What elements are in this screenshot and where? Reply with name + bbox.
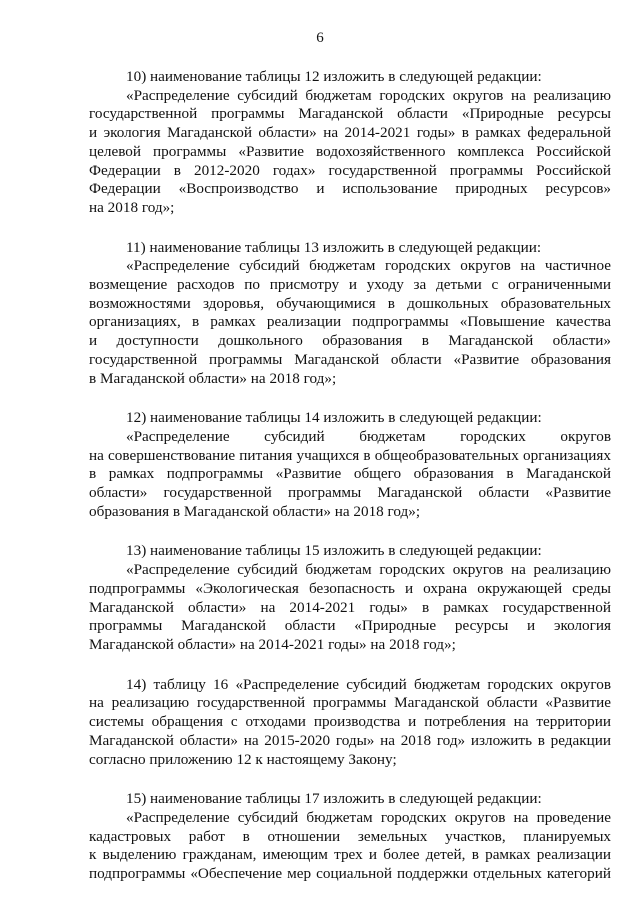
item-heading: 15) наименование таблицы 17 изложить в следующей редакции: bbox=[126, 790, 542, 808]
item-heading: 11) наименование таблицы 13 изложить в следующей редакции: bbox=[126, 238, 542, 256]
text-line: на совершенствование питания учащихся в общеобразовательных организациях bbox=[89, 446, 611, 464]
amendment-item-13 bbox=[89, 542, 611, 654]
text-line: и доступности дошкольного образования в Магаданской области» bbox=[89, 332, 611, 350]
item-heading: 12) наименование таблицы 14 изложить в следующей редакции: bbox=[126, 409, 542, 427]
text-line: возмещение расходов по присмотру и уходу за детьми с ограниченными bbox=[89, 276, 611, 294]
text-line: подпрограммы «Экологическая безопасность и охрана окружающей среды bbox=[89, 579, 611, 597]
text-line: к выделению гражданам, имеющим трех и более детей, в рамках реализации bbox=[89, 846, 611, 864]
text-line: государственной программы Магаданской области «Природные ресурсы bbox=[89, 105, 611, 123]
text-line: программы Магаданской области «Природные ресурсы и экология bbox=[89, 617, 611, 635]
document-body bbox=[89, 68, 611, 905]
text-line: на 2018 год»; bbox=[89, 198, 175, 216]
text-line: «Распределение субсидий бюджетам городских округов на реализацию bbox=[126, 561, 611, 579]
text-line: и экология Магаданской области» на 2014-2021 годы» в рамках федеральной bbox=[89, 124, 611, 142]
item-heading: 10) наименование таблицы 12 изложить в следующей редакции: bbox=[126, 68, 542, 85]
amendment-item-12 bbox=[89, 409, 611, 521]
text-line: подпрограммы «Обеспечение мер социальной поддержки отдельных категорий bbox=[89, 865, 611, 883]
text-line: в Магаданской области» на 2018 год»; bbox=[89, 369, 337, 387]
amendment-item-14 bbox=[89, 676, 611, 770]
text-line: Федерации в 2012-2020 годах» государственной программы Российской bbox=[89, 161, 611, 179]
amendment-item-10 bbox=[89, 68, 611, 218]
text-line: Магаданской области» на 2014-2021 годы» в рамках государственной bbox=[89, 598, 611, 616]
text-line: возможностями здоровья, обучающимися в дошкольных образовательных bbox=[89, 294, 611, 312]
text-line: «Распределение субсидий бюджетам городских округов на проведение bbox=[126, 808, 611, 826]
text-line: Магаданской области» на 2015-2020 годы» на 2018 год» изложить в редакции bbox=[89, 731, 611, 749]
text-line: кадастровых работ в отношении земельных участков, планируемых bbox=[89, 827, 611, 845]
amendment-item-15 bbox=[89, 790, 611, 884]
item-heading: 13) наименование таблицы 15 изложить в следующей редакции: bbox=[126, 542, 542, 560]
text-line: целевой программы «Развитие водохозяйственного комплекса Российской bbox=[89, 142, 611, 160]
text-line: «Распределение субсидий бюджетам городских округов bbox=[126, 427, 611, 445]
text-line: системы обращения с отходами производства и потребления на территории bbox=[89, 713, 611, 731]
amendment-item-11 bbox=[89, 239, 611, 389]
text-line: на реализацию государственной программы Магаданской области «Развитие bbox=[89, 694, 611, 712]
text-line: Федерации «Воспроизводство и использование природных ресурсов» bbox=[89, 180, 611, 198]
item-heading: 14) таблицу 16 «Распределение субсидий бюджетам городских округов bbox=[126, 675, 611, 693]
text-line: государственной программы Магаданской области «Развитие образования bbox=[89, 350, 611, 368]
text-line: организациях, в рамках реализации подпрограммы «Повышение качества bbox=[89, 313, 611, 331]
text-line: Магаданской области» на 2014-2021 годы» на 2018 год»; bbox=[89, 635, 456, 653]
text-line: в рамках подпрограммы «Развитие общего образования в Магаданской bbox=[89, 465, 611, 483]
page-number: 6 bbox=[316, 30, 324, 46]
text-line: согласно приложению 12 к настоящему Закону; bbox=[89, 750, 397, 768]
text-line: «Распределение субсидий бюджетам городских округов на частичное bbox=[126, 257, 611, 275]
text-line: образования в Магаданской области» на 2018 год»; bbox=[89, 502, 421, 520]
text-line: области» государственной программы Магаданской области «Развитие bbox=[89, 484, 611, 502]
text-line: «Распределение субсидий бюджетам городских округов на реализацию bbox=[126, 86, 611, 104]
